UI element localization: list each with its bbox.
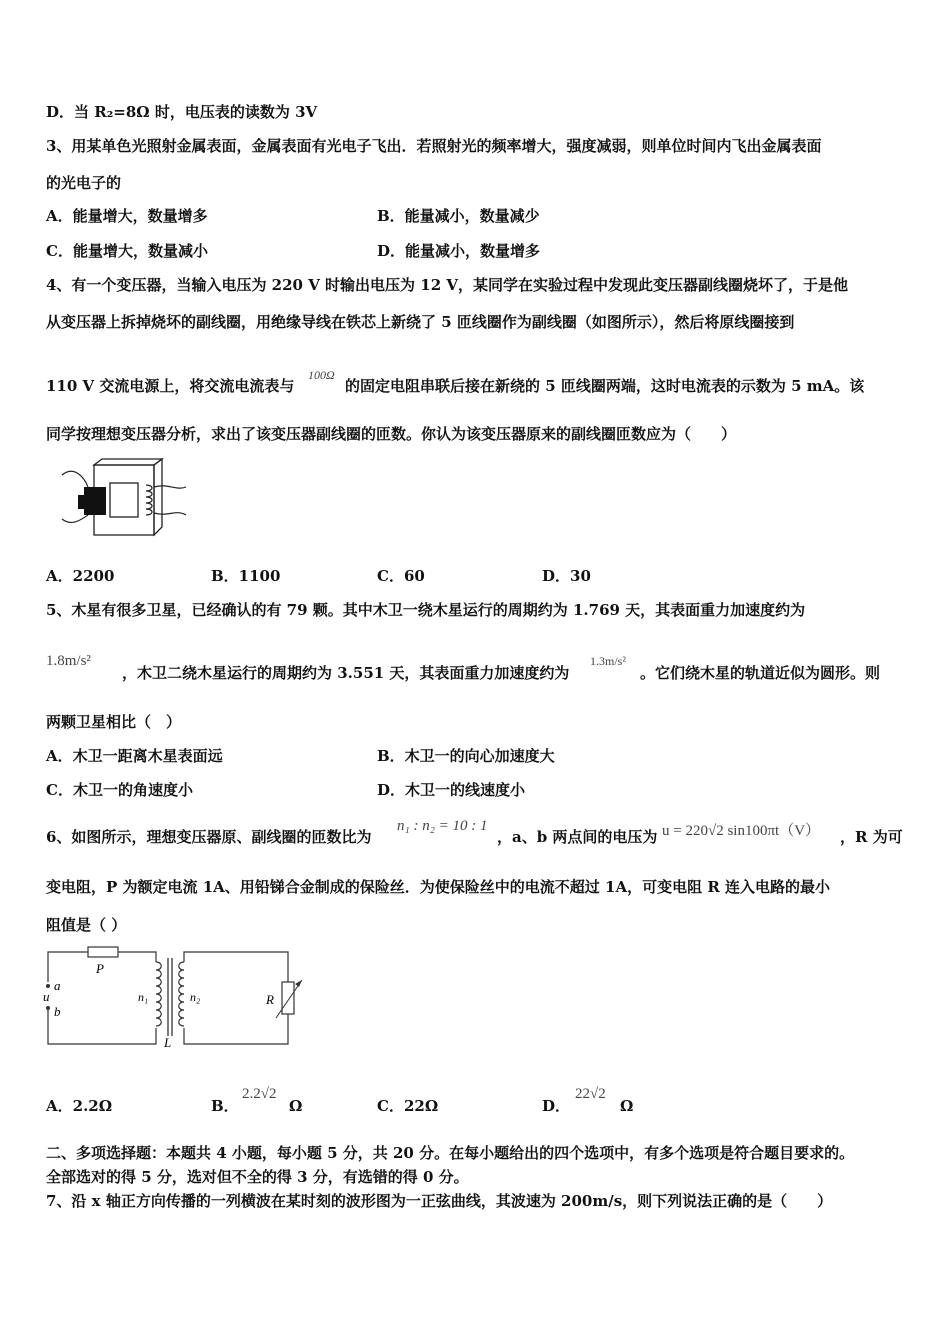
q6-option-b-math: 2.2√2	[242, 1086, 277, 1102]
q4-option-b: B．1100	[211, 567, 281, 585]
q4-option-c: C．60	[377, 567, 425, 585]
section2-header-line2: 全部选对的得 5 分，选对但不全的得 3 分，有选错的得 0 分。	[46, 1168, 469, 1186]
q5-stem-line2-mid: ，木卫二绕木星运行的周期约为 3.551 天，其表面重力加速度约为	[122, 664, 570, 682]
q6-option-b-unit: Ω	[289, 1097, 303, 1115]
voltage-u-label: u	[43, 989, 50, 1004]
transformer-figure	[58, 457, 188, 539]
q2-option-d: D．当 R₂=8Ω 时，电压表的读数为 3V	[46, 103, 318, 121]
q6-option-d-math: 22√2	[575, 1086, 606, 1102]
q4-resistance-math: 100Ω	[308, 368, 335, 382]
primary-coil-n1	[156, 962, 161, 1026]
q3-stem-line1: 3、用某单色光照射金属表面，金属表面有光电子飞出．若照射光的频率增大，强度减弱，则单位时间内飞出金属表面	[46, 137, 822, 155]
section2-header-line1: 二、多项选择题：本题共 4 小题，每小题 5 分，共 20 分。在每小题给出的四个选项中，有多个选项是符合题目要求的。	[46, 1144, 855, 1162]
terminal-b-label: b	[54, 1004, 61, 1019]
secondary-coil	[146, 485, 186, 515]
q3-option-b: B．能量减小，数量减少	[377, 207, 540, 225]
q5-option-c: C．木卫一的角速度小	[46, 781, 193, 799]
q4-option-d: D．30	[542, 567, 591, 585]
fuse-p	[88, 947, 118, 957]
circuit-figure	[40, 944, 310, 1052]
q5-stem-line2-post: 。它们绕木星的轨道近似为圆形。则	[640, 664, 881, 682]
q6-option-d-unit: Ω	[620, 1097, 634, 1115]
resistor-label: R	[266, 992, 274, 1007]
q5-gravity1-math: 1.8m/s²	[46, 653, 91, 669]
q3-option-c: C．能量增大，数量减小	[46, 242, 208, 260]
terminal-b	[46, 1006, 50, 1010]
resistor-arrowhead	[295, 980, 302, 987]
q6-voltage-math: u = 220√2 sin100πt（V）	[662, 823, 821, 839]
q5-option-d: D．木卫一的线速度小	[377, 781, 526, 799]
q6-stem-line1-mid: ，a、b 两点间的电压为	[497, 828, 658, 846]
q6-stem-line1-pre: 6、如图所示，理想变压器原、副线圈的匝数比为	[46, 828, 372, 846]
q4-stem-line1: 4、有一个变压器，当输入电压为 220 V 时输出电压为 12 V，某同学在实验过程中发现此变压器副线圈烧坏了，于是他	[46, 276, 849, 294]
primary-coil	[62, 471, 106, 522]
q4-option-a: A．2200	[46, 567, 115, 585]
q4-stem-line3-pre: 110 V 交流电源上，将交流电流表与	[46, 377, 295, 395]
n1-label: n₁	[138, 990, 149, 1004]
variable-resistor-r	[282, 982, 294, 1014]
q3-option-d: D．能量减小，数量增多	[377, 242, 541, 260]
q6-option-d-label: D．	[542, 1097, 571, 1115]
terminal-a-label: a	[54, 978, 61, 993]
q4-stem-line2: 从变压器上拆掉烧坏的副线圈，用绝缘导线在铁芯上新绕了 5 匝线圈作为副线圈（如图所示），然后将原线圈接到	[46, 313, 795, 331]
q6-option-c: C．22Ω	[377, 1097, 439, 1115]
fuse-label: P	[96, 961, 104, 976]
q5-gravity2-math: 1.3m/s²	[590, 654, 626, 668]
q3-stem-line2: 的光电子的	[46, 174, 122, 192]
secondary-coil-n2	[179, 962, 184, 1026]
core-l-label: L	[164, 1035, 172, 1050]
terminal-a	[46, 984, 50, 988]
q6-option-b-label: B．	[211, 1097, 239, 1115]
q5-stem-line1: 5、木星有很多卫星，已经确认的有 79 颗。其中木卫一绕木星运行的周期约为 1.769 天，其表面重力加速度约为	[46, 601, 806, 619]
q6-stem-line3: 阻值是（ ）	[46, 916, 127, 934]
n2-label: n₂	[190, 990, 201, 1004]
q4-stem-line3-post: 的固定电阻串联后接在新绕的 5 匝线圈两端，这时电流表的示数为 5 mA。该	[345, 377, 865, 395]
q5-option-b: B．木卫一的向心加速度大	[377, 747, 555, 765]
q5-stem-line3: 两颗卫星相比（ ）	[46, 713, 182, 731]
q7-stem: 7、沿 x 轴正方向传播的一列横波在某时刻的波形图为一正弦曲线，其波速为 200m/s，则下列说法正确的是（ ）	[46, 1192, 833, 1210]
q4-stem-line4: 同学按理想变压器分析，求出了该变压器副线圈的匝数。你认为该变压器原来的副线圈匝数应为（ ）	[46, 425, 737, 443]
q5-option-a: A．木卫一距离木星表面远	[46, 747, 223, 765]
q6-option-a: A．2.2Ω	[46, 1097, 113, 1115]
q6-ratio-math: n₁ : n₂ = 10 : 1	[397, 818, 488, 834]
q6-stem-line1-post: ，R 为可	[840, 828, 903, 846]
q3-option-a: A．能量增大，数量增多	[46, 207, 208, 225]
q6-stem-line2: 变电阻，P 为额定电流 1A、用铅锑合金制成的保险丝．为使保险丝中的电流不超过 1A，可变电阻 R 连入电路的最小	[46, 878, 831, 896]
